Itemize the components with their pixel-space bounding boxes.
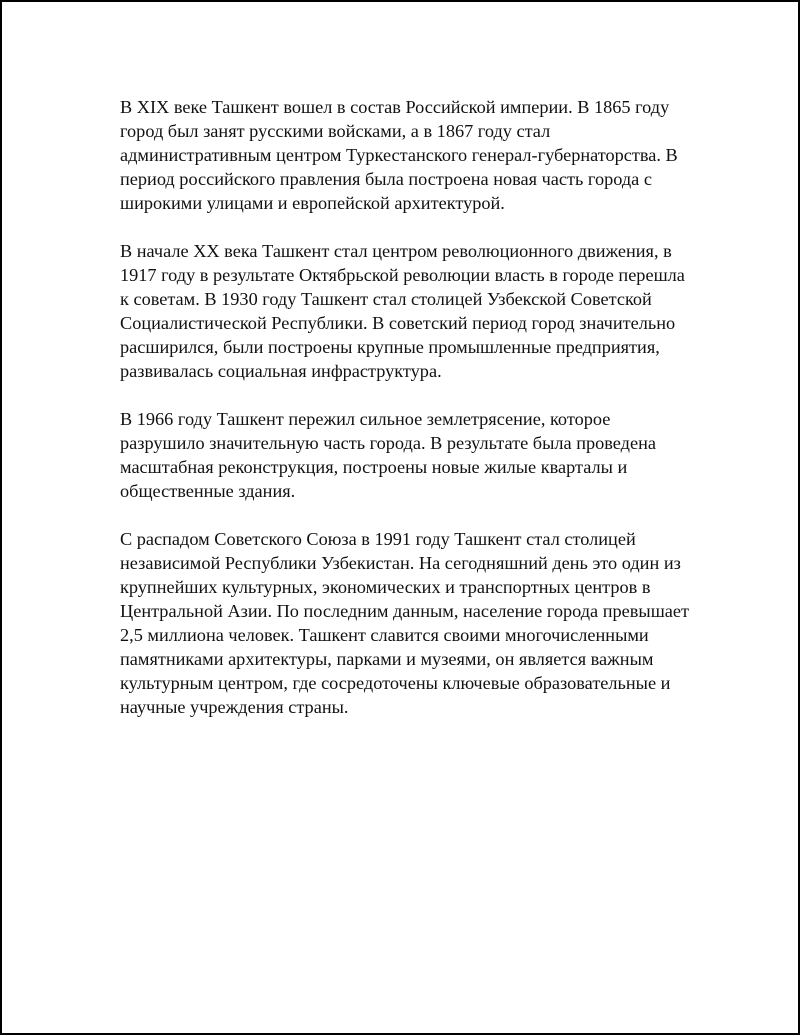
document-body <box>120 95 690 743</box>
paragraph-independence: С распадом Советского Союза в 1991 году Ташкент стал столицей независимой Республики Узбекистан. На сегодняшний день это один из крупнейших культурных, экономических и транспортных центров в Центральной Азии. По последним данным, население города превышает 2,5 миллиона человек. Ташкент славится своими многочисленными памятниками архитектуры, парками и музеями, он является важным культурным центром, где сосредоточены ключевые образовательные и научные учреждения страны. <box>120 529 689 717</box>
paragraph-soviet-period: В начале XX века Ташкент стал центром революционного движения, в 1917 году в результате Октябрьской революции власть в городе перешла к советам. В 1930 году Ташкент стал столицей Узбекской Советской Социалистической Республики. В советский период город значительно расширился, были построены крупные промышленные предприятия, развивалась социальная инфраструктура. <box>120 241 685 381</box>
paragraph-earthquake-1966: В 1966 году Ташкент пережил сильное землетрясение, которое разрушило значительную часть города. В результате была проведена масштабная реконструкция, построены новые жилые кварталы и общественные здания. <box>120 409 656 501</box>
paragraph-russian-empire: В XIX веке Ташкент вошел в состав Российской империи. В 1865 году город был занят русскими войсками, а в 1867 году стал административным центром Туркестанского генерал-губернаторства. В период российского правления была построена новая часть города с широкими улицами и европейской архитектурой. <box>120 97 678 213</box>
